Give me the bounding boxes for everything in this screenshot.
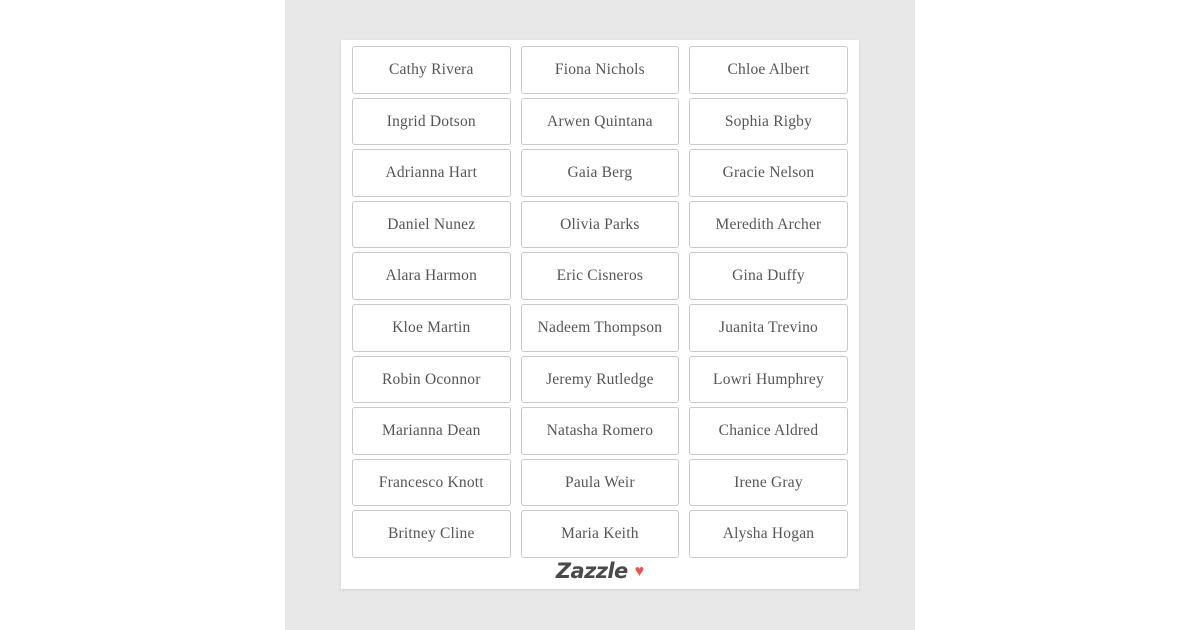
name-label: [689, 201, 848, 249]
name-label-text: Daniel Nunez: [387, 215, 476, 233]
name-label-text: Alysha Hogan: [722, 525, 815, 543]
label-grid: [347, 44, 853, 560]
name-label-text: Kloe Martin: [392, 319, 471, 337]
name-label-text: Gracie Nelson: [722, 164, 815, 182]
label-cell: [516, 302, 685, 354]
name-label: [352, 356, 511, 404]
label-cell: [684, 250, 853, 302]
name-label: [521, 407, 680, 455]
label-cell: [347, 147, 516, 199]
name-label-text: Olivia Parks: [560, 215, 640, 233]
name-label: [352, 510, 511, 558]
name-label: [521, 304, 680, 352]
label-cell: [347, 405, 516, 457]
label-cell: [516, 96, 685, 148]
name-label: [521, 149, 680, 197]
name-label-text: Eric Cisneros: [556, 267, 644, 285]
name-label: [352, 201, 511, 249]
name-label-text: Ingrid Dotson: [386, 112, 476, 130]
label-cell: [347, 302, 516, 354]
label-sheet: [341, 40, 859, 589]
label-cell: [516, 199, 685, 251]
label-cell: [684, 147, 853, 199]
name-label-text: Lowri Humphrey: [713, 370, 824, 388]
name-label-text: Nadeem Thompson: [537, 319, 663, 337]
name-label-text: Irene Gray: [734, 473, 803, 491]
name-label: [689, 407, 848, 455]
heart-icon: ♥: [634, 562, 645, 580]
name-label-text: Gina Duffy: [732, 267, 805, 285]
label-cell: [684, 302, 853, 354]
name-label-text: Arwen Quintana: [547, 112, 653, 130]
name-label: [689, 252, 848, 300]
name-label: [352, 407, 511, 455]
label-cell: [347, 96, 516, 148]
name-label-text: Jeremy Rutledge: [546, 370, 654, 388]
name-label: [521, 459, 680, 507]
name-label-text: Meredith Archer: [715, 215, 822, 233]
name-label: [689, 356, 848, 404]
label-cell: [347, 44, 516, 96]
label-cell: [347, 457, 516, 509]
zazzle-wordmark: Zazzle: [555, 558, 628, 583]
name-label: [352, 149, 511, 197]
label-cell: [684, 457, 853, 509]
name-label: [352, 46, 511, 94]
name-label: [352, 459, 511, 507]
label-cell: [684, 405, 853, 457]
name-label-text: Francesco Knott: [378, 473, 484, 491]
label-cell: [516, 250, 685, 302]
label-cell: [516, 405, 685, 457]
name-label: [352, 252, 511, 300]
label-cell: [347, 199, 516, 251]
label-cell: [684, 96, 853, 148]
label-cell: [516, 354, 685, 406]
name-label: [521, 201, 680, 249]
name-label-text: Gaia Berg: [567, 164, 633, 182]
name-label-text: Natasha Romero: [546, 422, 654, 440]
name-label-text: Juanita Trevino: [718, 319, 818, 337]
name-label-text: Cathy Rivera: [388, 61, 474, 79]
name-label: [689, 304, 848, 352]
brand-footer: [341, 552, 859, 589]
name-label-text: Marianna Dean: [382, 422, 481, 440]
name-label: [689, 459, 848, 507]
label-cell: [684, 354, 853, 406]
label-cell: [516, 457, 685, 509]
name-label-text: Alara Harmon: [385, 267, 478, 285]
label-cell: [347, 354, 516, 406]
name-label-text: Maria Keith: [561, 525, 639, 543]
label-cell: [684, 44, 853, 96]
name-label-text: Britney Cline: [388, 525, 475, 543]
name-label: [521, 98, 680, 146]
name-label: [352, 98, 511, 146]
name-label: [521, 510, 680, 558]
name-label: [352, 304, 511, 352]
label-cell: [516, 44, 685, 96]
label-cell: [347, 250, 516, 302]
name-label-text: Adrianna Hart: [385, 164, 478, 182]
name-label-text: Fiona Nichols: [554, 61, 645, 79]
name-label: [521, 356, 680, 404]
name-label: [689, 46, 848, 94]
name-label: [521, 252, 680, 300]
name-label-text: Chloe Albert: [727, 61, 810, 79]
name-label-text: Paula Weir: [565, 473, 635, 491]
label-cell: [516, 147, 685, 199]
name-label: [689, 149, 848, 197]
name-label: [689, 510, 848, 558]
name-label: [521, 46, 680, 94]
name-label-text: Chanice Aldred: [718, 422, 819, 440]
label-cell: [684, 199, 853, 251]
name-label-text: Robin Oconnor: [381, 370, 481, 388]
name-label-text: Sophia Rigby: [724, 112, 813, 130]
name-label: [689, 98, 848, 146]
